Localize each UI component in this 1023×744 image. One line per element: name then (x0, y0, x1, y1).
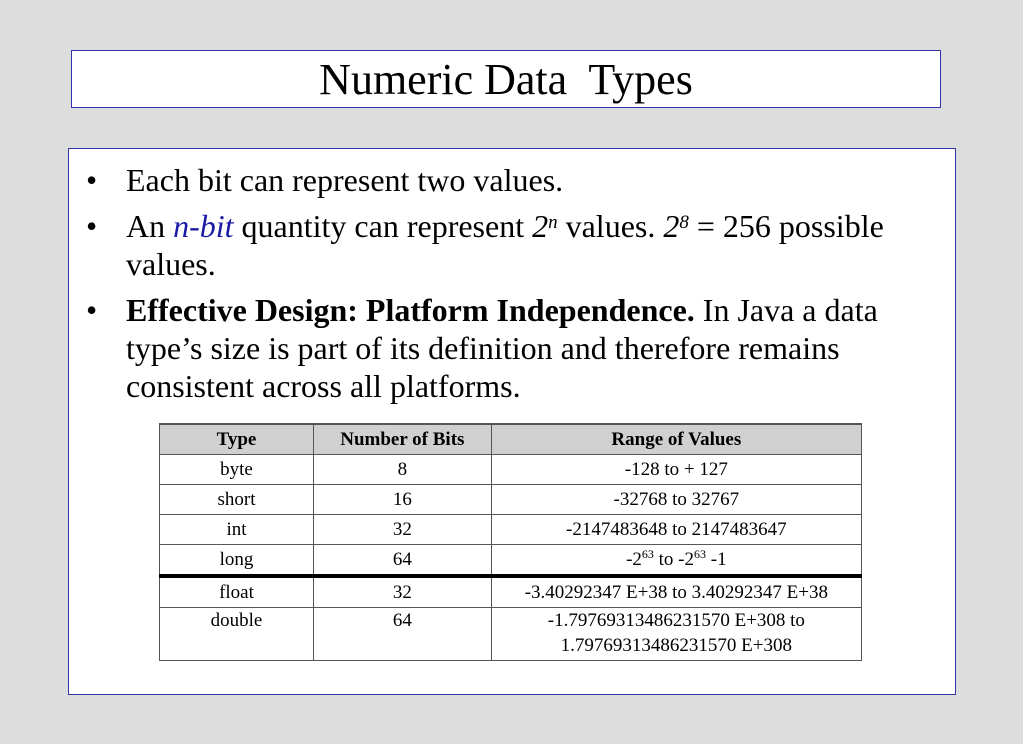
cell-range: -32768 to 32767 (491, 485, 861, 515)
range-line-2: 1.79769313486231570 E+308 (560, 635, 792, 656)
cell-bits: 64 (313, 545, 491, 577)
content-box (68, 148, 956, 695)
cell-type: int (160, 515, 314, 545)
table-row (160, 576, 862, 608)
cell-type: long (160, 545, 314, 577)
cell-type: float (160, 576, 314, 608)
power-base: 2 (532, 208, 549, 244)
header-range: Range of Values (491, 424, 861, 455)
range-part-a: -2 (626, 548, 642, 570)
range-part-b: to -2 (653, 548, 695, 570)
table-row (160, 485, 862, 515)
bullet-dot-icon: • (86, 162, 98, 198)
cell-type: double (160, 608, 314, 661)
cell-bits: 16 (313, 485, 491, 515)
bullet-2-mid: quantity can represent (233, 208, 533, 244)
header-type: Type (160, 424, 314, 455)
table-row (160, 455, 862, 485)
power-exponent-2: 8 (679, 212, 689, 233)
table-row (160, 515, 862, 545)
cell-range (491, 608, 861, 661)
table-header-row (160, 424, 862, 455)
bullet-item-3 (83, 291, 943, 405)
bullet-list (83, 161, 943, 413)
range-line-1: -1.79769313486231570 E+308 to (547, 610, 805, 631)
range-exp-b: 63 (694, 546, 707, 561)
cell-type: short (160, 485, 314, 515)
cell-bits: 32 (313, 576, 491, 608)
range-part-c: -1 (706, 548, 727, 570)
cell-range: -3.40292347 E+38 to 3.40292347 E+38 (491, 576, 861, 608)
slide-title: Numeric Data Types (319, 55, 693, 104)
power-base-2: 2 (663, 208, 680, 244)
bullet-3-rest: In Java a data type’s size is part of its definition and therefore remains consistent across all platforms. (126, 292, 878, 404)
bullet-2-prefix: An (126, 208, 174, 244)
cell-range: -128 to + 127 (491, 455, 861, 485)
cell-type: byte (160, 455, 314, 485)
n-bit-term: n-bit (173, 208, 234, 244)
header-bits: Number of Bits (313, 424, 491, 455)
bullet-text-1: Each bit can represent two values. (126, 162, 564, 198)
cell-bits: 64 (313, 608, 491, 661)
power-exponent: n (548, 212, 558, 233)
bullet-item-2 (83, 207, 943, 283)
range-exp-a: 63 (641, 546, 654, 561)
table-row (160, 545, 862, 577)
bullet-2-mid2: values. (557, 208, 664, 244)
bullet-2-suffix: = 256 possible values. (126, 208, 884, 282)
cell-range (491, 545, 861, 577)
title-box (71, 50, 941, 108)
bullet-dot-icon: • (86, 292, 98, 328)
bullet-dot-icon: • (86, 208, 98, 244)
cell-bits: 32 (313, 515, 491, 545)
table-row (160, 608, 862, 661)
effective-design-heading: Effective Design: Platform Independence. (126, 292, 695, 328)
cell-range: -2147483648 to 2147483647 (491, 515, 861, 545)
numeric-types-table (159, 423, 862, 661)
bullet-item-1 (83, 161, 943, 199)
cell-bits: 8 (313, 455, 491, 485)
